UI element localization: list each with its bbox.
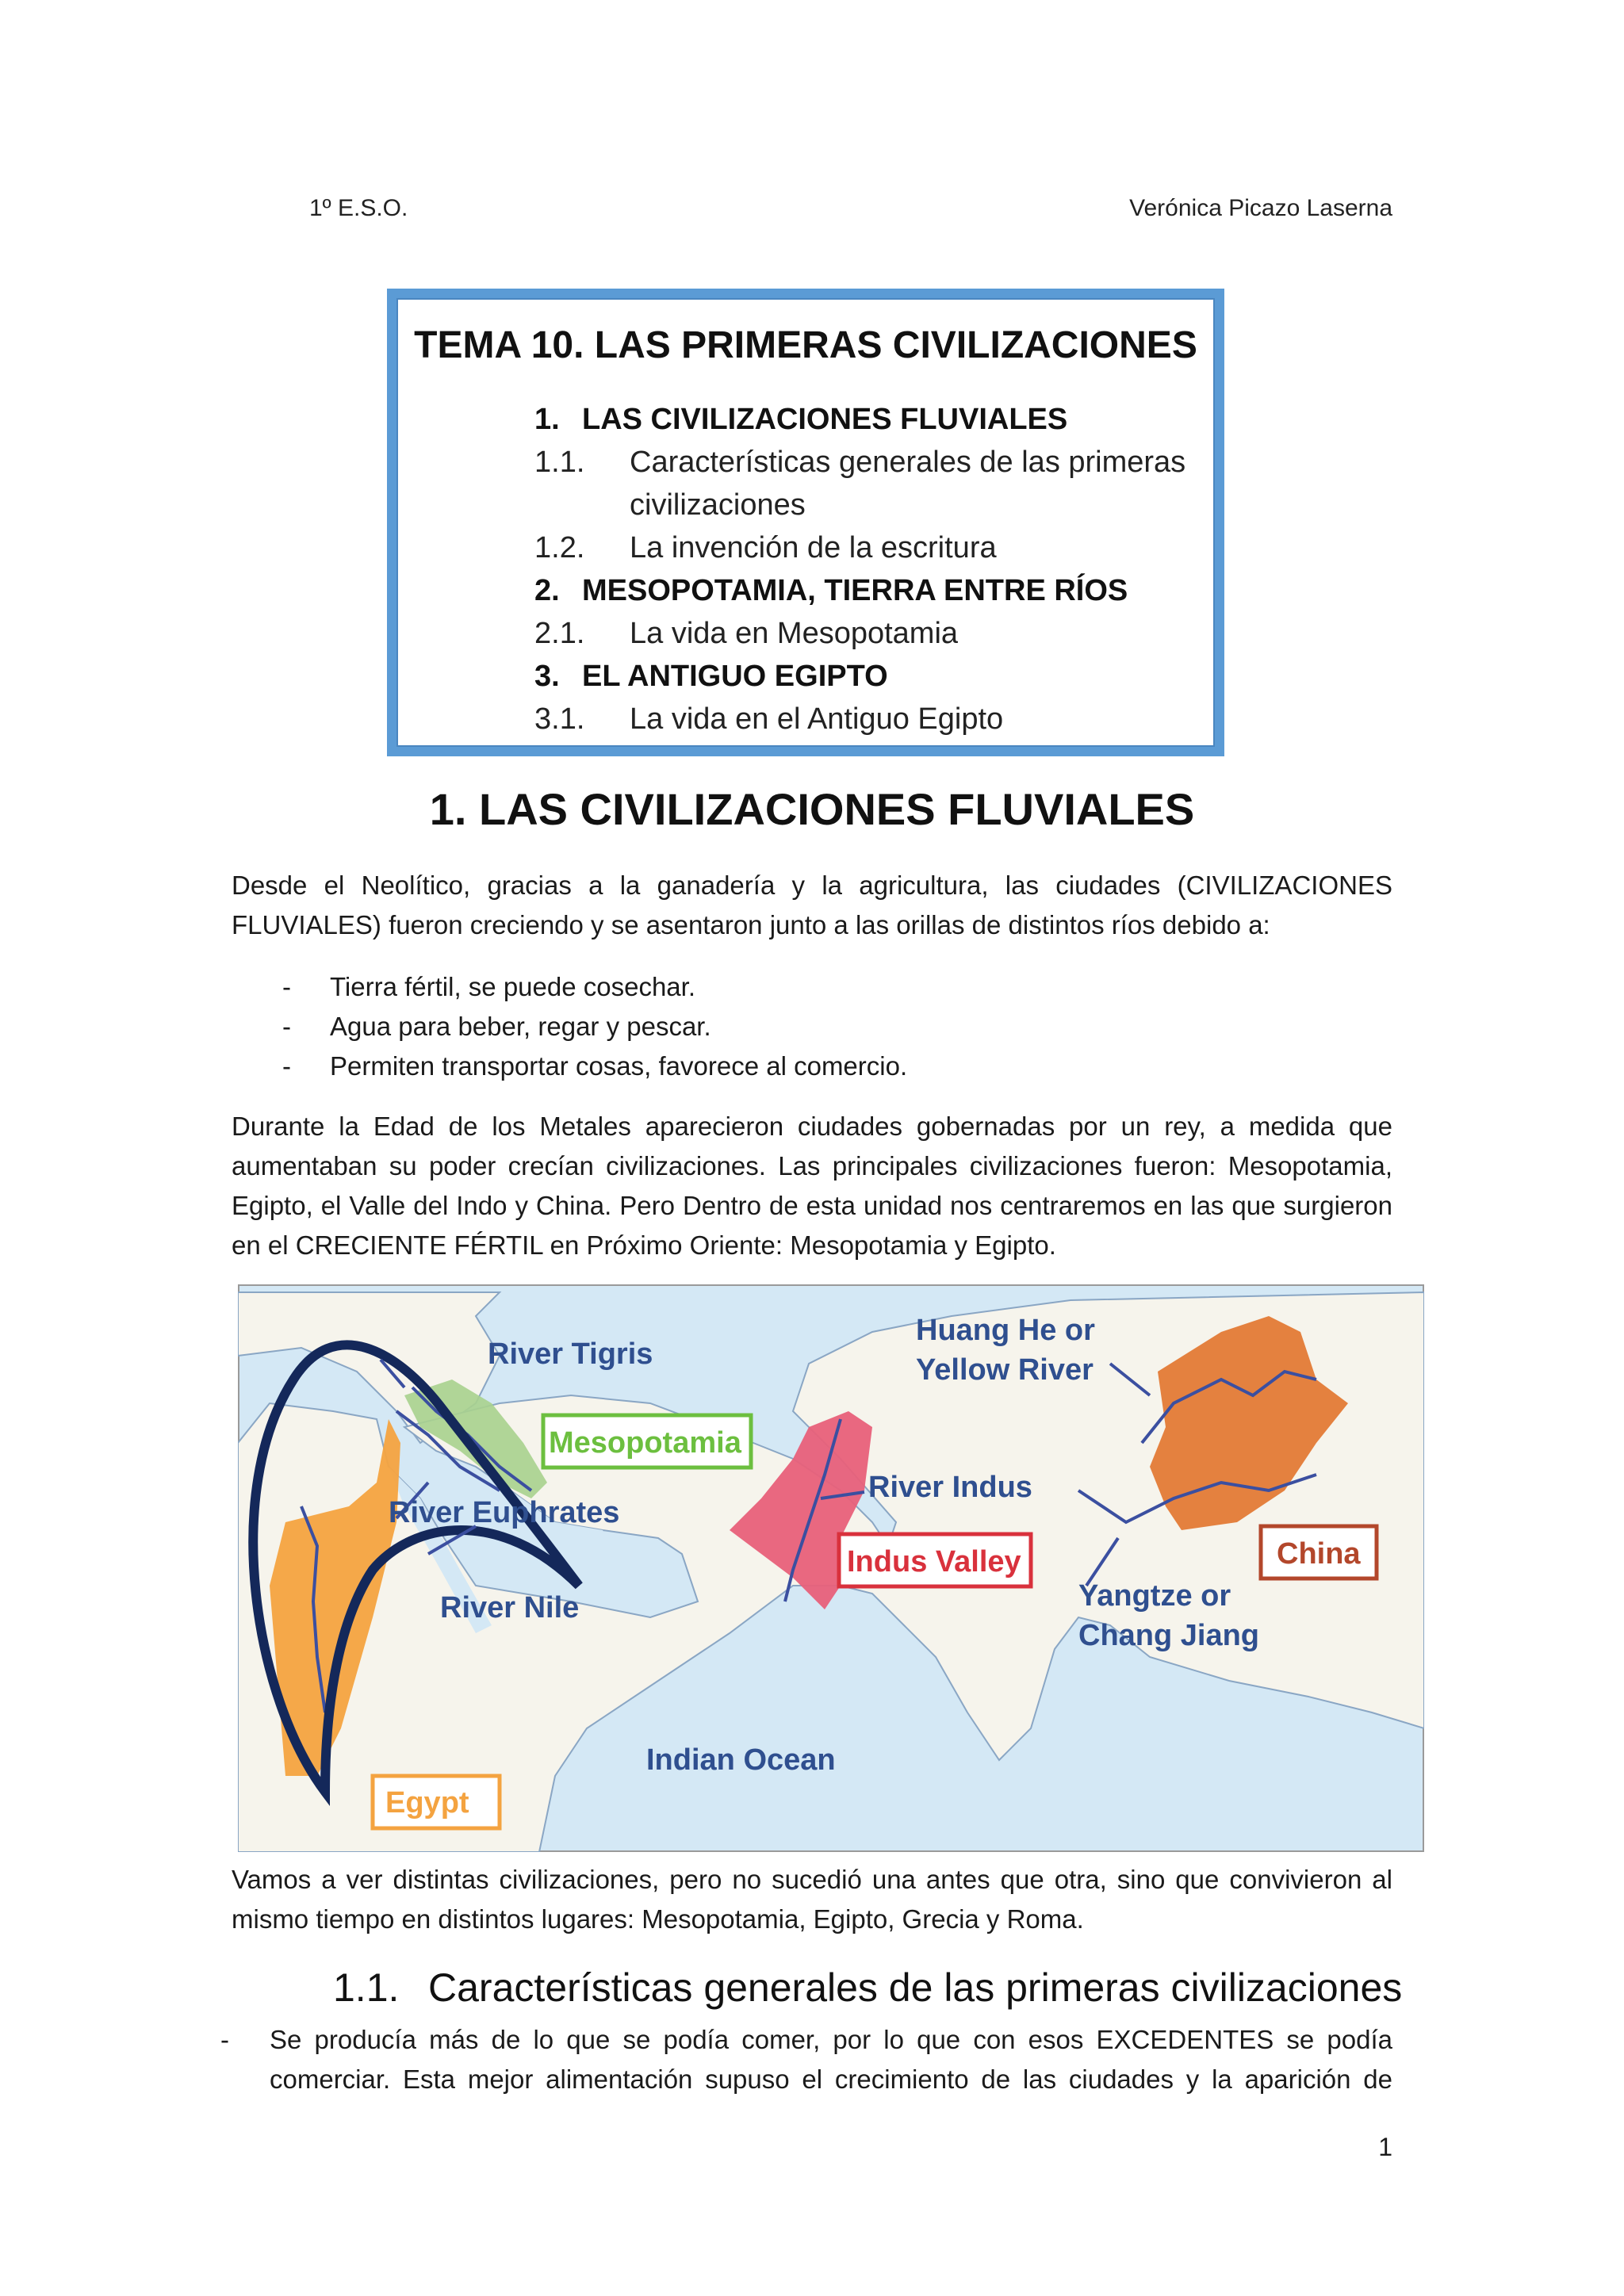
indus-river-label: River Indus — [868, 1471, 1032, 1504]
toc-title: TEMA 10. LAS PRIMERAS CIVILIZACIONES — [414, 324, 1197, 366]
euphrates-label: River Euphrates — [389, 1496, 620, 1529]
egypt-label: Egypt — [385, 1786, 469, 1820]
page-number: 1 — [1378, 2133, 1392, 2161]
body-paragraph: Vamos a ver distintas civilizaciones, pero no sucedió una antes que otra, sino que convivieron al mismo tiempo en distintos lugares: Mesopotamia, Egipto, Grecia y Roma. — [232, 1865, 1392, 1934]
section-heading: 1. LAS CIVILIZACIONES FLUVIALES — [429, 784, 1195, 834]
indian-ocean-label: Indian Ocean — [646, 1743, 836, 1777]
list-item: Se producía más de lo que se podía comer, por lo que con esos EXCEDENTES se podía comerciar. Esta mejor alimentación supuso el crecimiento de las ciudades y la aparición de — [270, 2025, 1392, 2094]
header-course: 1º E.S.O. — [309, 195, 408, 221]
river-civilizations-map — [238, 1284, 1424, 1852]
list-dash: - — [220, 2025, 229, 2054]
mesopotamia-label: Mesopotamia — [549, 1426, 741, 1460]
huang-he-label-line1: Huang He or — [916, 1314, 1095, 1347]
tigris-label: River Tigris — [488, 1337, 653, 1371]
body-paragraph: Durante la Edad de los Metales aparecieron ciudades gobernadas por un rey, a medida que aumentaban su poder crecían civilizaciones. Las principales civilizaciones fueron: Mesopotamia, Egipto, el Valle del Indo y China. Pero Dentro de esta unidad nos centraremos en las que surgieron en el CRECIENTE FÉRTIL en Próximo Oriente: Mesopotamia y Egipto. — [232, 1112, 1392, 1260]
huang-he-label-line2: Yellow River — [916, 1353, 1094, 1387]
nile-label: River Nile — [440, 1591, 580, 1624]
yangtze-label-line1: Yangtze or — [1078, 1579, 1231, 1613]
yangtze-label-line2: Chang Jiang — [1078, 1619, 1260, 1652]
toc-box: TEMA 10. LAS PRIMERAS CIVILIZACIONES 1. LAS CIVILIZACIONES FLUVIALES 1.1. Características generales de las primeras civilizaciones 1.2. La invención de la escritura 2. MESOPOTAMIA, TIERRA ENTRE RÍOS 2.1. La vida en Mesopotamia 3. EL ANTIGUO EGIPTO 3.1. La vida en el Antiguo Egipto — [387, 289, 1224, 756]
indus-valley-label: Indus Valley — [847, 1545, 1021, 1578]
header-author: Verónica Picazo Laserna — [1129, 195, 1392, 221]
intro-paragraph: Desde el Neolítico, gracias a la ganadería y la agricultura, las ciudades (CIVILIZACIONES FLUVIALES) fueron creciendo y se asentaron junto a las orillas de distintos ríos debido a: — [232, 871, 1392, 939]
subsection-heading: 1.1. Características generales de las primeras civilizaciones — [333, 1965, 1403, 2010]
china-label: China — [1277, 1537, 1361, 1571]
